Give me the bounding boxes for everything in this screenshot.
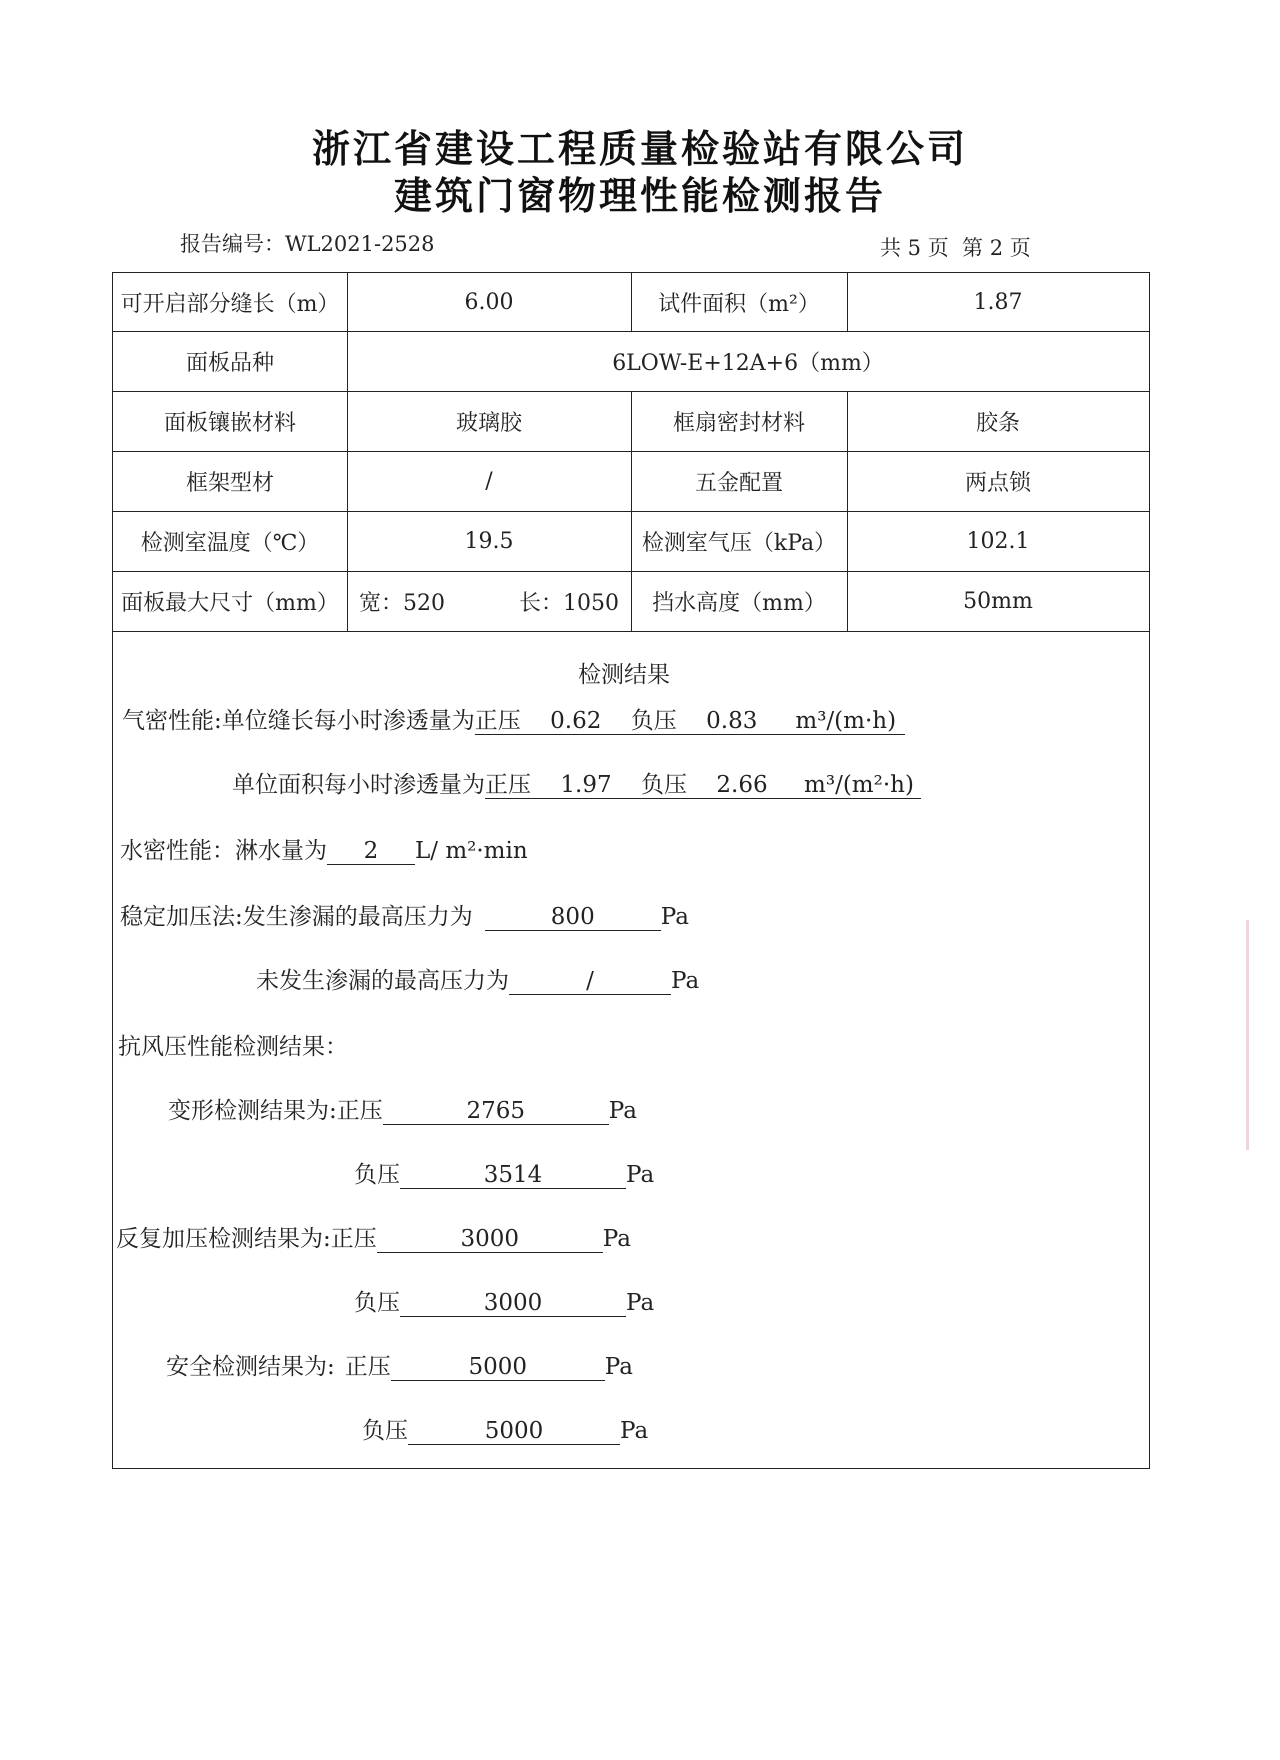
- sealing-material-value: 胶条: [975, 410, 1020, 436]
- panel-type-label: 面板品种: [185, 350, 274, 376]
- repeat-neg-unit: Pa: [626, 1290, 655, 1316]
- water-tightness-label: 水密性能：淋水量为: [120, 838, 327, 864]
- slit-length-label: 可开启部分缝长（m）: [120, 291, 340, 317]
- air1-neg-value: 0.83: [677, 708, 787, 735]
- stable-pressure-value: 800: [485, 904, 661, 931]
- frame-profile-label: 框架型材: [185, 470, 274, 496]
- report-title: 建筑门窗物理性能检测报告: [393, 174, 886, 218]
- specimen-area-label: 试件面积（m²）: [658, 291, 820, 317]
- hardware-value: 两点锁: [964, 470, 1031, 496]
- air2-neg-value: 2.66: [687, 772, 797, 799]
- air-tightness-label: 气密性能:: [122, 708, 222, 734]
- stable-pressure-label: 稳定加压法:发生渗漏的最高压力为: [120, 904, 473, 930]
- deform-neg-unit: Pa: [626, 1162, 655, 1188]
- safety-neg-line: [362, 1412, 648, 1445]
- hardware-label: 五金配置: [694, 470, 783, 496]
- repeat-neg-line: [354, 1284, 654, 1317]
- results-heading: 检测结果: [578, 662, 670, 688]
- panel-max-size-label: 面板最大尺寸（mm）: [121, 590, 339, 616]
- report-number-value: WL2021-2528: [285, 232, 435, 256]
- safety-neg-label: 负压: [362, 1418, 408, 1444]
- water-tightness-line: [120, 832, 528, 865]
- safety-pos-line: [166, 1348, 633, 1381]
- deform-neg-line: [354, 1156, 654, 1189]
- deform-neg-label: 负压: [354, 1162, 400, 1188]
- air1-pos-value: 0.62: [521, 708, 631, 735]
- specimen-area-value: 1.87: [973, 289, 1023, 315]
- air-tightness-line-1: [122, 702, 905, 735]
- repeat-pos-label: 正压: [330, 1226, 377, 1252]
- air-line2-text: 单位面积每小时渗透量为: [232, 772, 485, 798]
- panel-type-value: 6LOW-E+12A+6（mm）: [612, 350, 884, 376]
- glazing-material-value: 玻璃胶: [455, 410, 522, 436]
- safety-label: 安全检测结果为:: [166, 1354, 335, 1380]
- repeat-pos-line: [116, 1220, 631, 1253]
- repeat-pos-value: 3000: [377, 1226, 603, 1253]
- safety-pos-label: 正压: [344, 1354, 391, 1380]
- report-number: [180, 228, 435, 258]
- air2-unit: m³/(m²·h): [797, 772, 921, 799]
- deform-label: 变形检测结果为:: [168, 1098, 337, 1124]
- safety-pos-unit: Pa: [604, 1354, 633, 1380]
- lab-pressure-label: 检测室气压（kPa）: [641, 530, 837, 556]
- organization-title: 浙江省建设工程质量检验站有限公司: [311, 127, 968, 171]
- no-leak-value: /: [509, 968, 671, 995]
- slit-length-value: 6.00: [464, 289, 514, 315]
- air1-unit: m³/(m·h): [787, 708, 905, 735]
- air1-pos-label: 正压: [474, 708, 521, 734]
- deform-pos-value: 2765: [383, 1098, 609, 1125]
- seal-mark: [1246, 920, 1265, 1150]
- water-height-value: 50mm: [963, 588, 1033, 614]
- air-tightness-line-2: [232, 766, 921, 799]
- water-value: 2: [327, 838, 415, 865]
- deform-neg-value: 3514: [400, 1162, 626, 1189]
- lab-temperature-label: 检测室温度（℃）: [140, 530, 320, 556]
- wind-resistance-title: 抗风压性能检测结果：: [118, 1034, 348, 1060]
- repeat-label: 反复加压检测结果为:: [116, 1226, 331, 1252]
- air2-pos-value: 1.97: [531, 772, 641, 799]
- water-unit: L/ m²·min: [415, 838, 528, 864]
- air2-neg-label: 负压: [641, 772, 687, 798]
- no-leak-label: 未发生渗漏的最高压力为: [256, 968, 509, 994]
- stable-pressure-unit: Pa: [660, 904, 689, 930]
- air2-pos-label: 正压: [485, 772, 531, 798]
- repeat-pos-unit: Pa: [602, 1226, 631, 1252]
- water-height-label: 挡水高度（mm）: [652, 590, 826, 616]
- sealing-material-label: 框扇密封材料: [672, 410, 805, 436]
- no-leak-line: [256, 962, 699, 995]
- panel-max-size-value: [347, 571, 631, 631]
- report-number-label: 报告编号：: [180, 232, 285, 256]
- no-leak-unit: Pa: [671, 968, 700, 994]
- deform-pos-unit: Pa: [608, 1098, 637, 1124]
- glazing-material-label: 面板镶嵌材料: [163, 410, 296, 436]
- repeat-neg-value: 3000: [400, 1290, 626, 1317]
- deform-pos-line: [168, 1092, 637, 1125]
- panel-length: 长：1050: [519, 590, 619, 616]
- safety-pos-value: 5000: [391, 1354, 605, 1381]
- safety-neg-value: 5000: [408, 1418, 620, 1445]
- frame-profile-value: /: [485, 468, 493, 494]
- air1-neg-label: 负压: [630, 708, 677, 734]
- deform-pos-label: 正压: [336, 1098, 383, 1124]
- safety-neg-unit: Pa: [620, 1418, 649, 1444]
- lab-pressure-value: 102.1: [966, 528, 1030, 554]
- stable-pressure-line: [120, 898, 689, 931]
- air-line1-text: 单位缝长每小时渗透量为: [221, 708, 475, 734]
- panel-width: 宽：520: [359, 590, 445, 616]
- repeat-neg-label: 负压: [354, 1290, 400, 1316]
- page-info: 共 5 页 第 2 页: [880, 236, 1031, 260]
- lab-temperature-value: 19.5: [464, 528, 514, 554]
